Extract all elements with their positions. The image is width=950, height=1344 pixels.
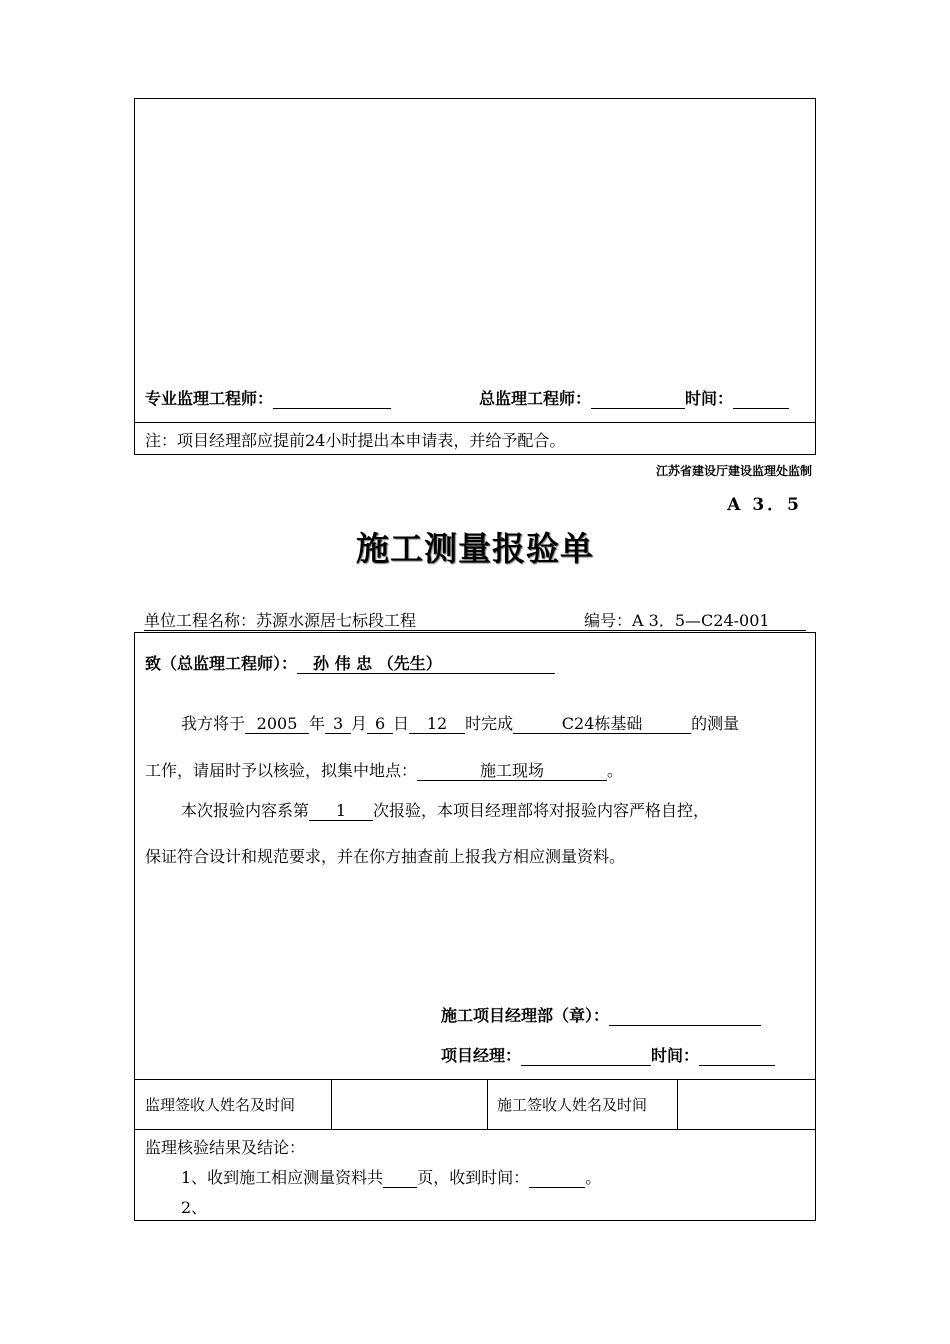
manager-row [441, 1043, 775, 1066]
hour-field[interactable]: 12 [409, 715, 465, 734]
inspection-count-field[interactable]: 1 [309, 802, 373, 821]
sign-row-bottom-border [135, 1129, 815, 1130]
top-time-field[interactable] [733, 390, 789, 409]
page-count-field[interactable] [383, 1169, 417, 1188]
main-form-box [134, 632, 816, 1221]
top-form-box [134, 98, 816, 455]
result-item-1: 1、收到施工相应测量资料共 页，收到时间： 。 [181, 1168, 602, 1187]
top-signature-row [145, 386, 391, 409]
dept-seal-label: 施工项目经理部（章）： [441, 1006, 610, 1025]
dept-seal-row [441, 1003, 761, 1026]
paragraph1-line2: 工作，请届时予以核验，拟集中地点： 施工现场 。 [145, 761, 624, 780]
construction-sign-cell[interactable] [678, 1079, 815, 1129]
dept-seal-field[interactable] [609, 1007, 761, 1026]
manager-time-field[interactable] [699, 1047, 775, 1066]
addressee-label: 致（总监理工程师）： [145, 654, 298, 673]
work-field[interactable]: C24栋基础 [513, 715, 691, 734]
specialist-engineer-label: 专业监理工程师： [145, 389, 274, 408]
supervisor-sign-cell[interactable] [332, 1079, 487, 1129]
location-field[interactable]: 施工现场 [417, 762, 607, 781]
manager-label: 项目经理： [441, 1046, 522, 1065]
result-title: 监理核验结果及结论： [145, 1138, 306, 1157]
paragraph1-line1: 我方将于 2005 年 3 月 6 日 12 时完成 C24栋基础 的测量 [181, 714, 740, 733]
project-header [144, 608, 806, 631]
chief-engineer-field[interactable] [591, 390, 685, 409]
paragraph2-line2: 保证符合设计和规范要求，并在你方抽查前上报我方相应测量资料。 [145, 847, 626, 866]
number-label: 编号： [584, 611, 633, 630]
form-number: A 3．5—C24-001 [632, 611, 770, 630]
addressee-row [145, 651, 555, 674]
result-item-2: 2、 [181, 1198, 208, 1217]
manager-time-label: 时间： [651, 1046, 700, 1065]
top-note: 注：项目经理部应提前24小时提出本申请表，并给予配合。 [145, 431, 566, 450]
sign-row [135, 1079, 815, 1129]
day-field[interactable]: 6 [367, 715, 393, 734]
top-time-label: 时间： [685, 389, 734, 408]
construction-sign-label: 施工签收人姓名及时间 [497, 1096, 648, 1114]
month-field[interactable]: 3 [325, 715, 351, 734]
year-field[interactable]: 2005 [245, 715, 309, 734]
manager-field[interactable] [521, 1047, 651, 1066]
paragraph2-line1: 本次报验内容系第 1 次报验，本项目经理部将对报验内容严格自控， [181, 801, 710, 820]
project-name: 苏源水源居七标段工程 [256, 611, 417, 630]
supervisor-sign-label: 监理签收人姓名及时间 [145, 1096, 296, 1114]
project-name-label: 单位工程名称： [144, 611, 257, 630]
specialist-engineer-field[interactable] [273, 390, 391, 409]
top-chief-row [479, 386, 789, 409]
top-form-divider [135, 422, 815, 423]
addressee-name[interactable]: 孙 伟 忠 （先生） [297, 655, 555, 674]
issuer-text: 江苏省建设厅建设监理处监制 [655, 464, 812, 478]
receipt-time-field[interactable] [529, 1169, 585, 1188]
form-title: 施工测量报验单 [356, 529, 594, 568]
chief-engineer-label: 总监理工程师： [479, 389, 592, 408]
form-code: A 3．5 [727, 495, 802, 515]
